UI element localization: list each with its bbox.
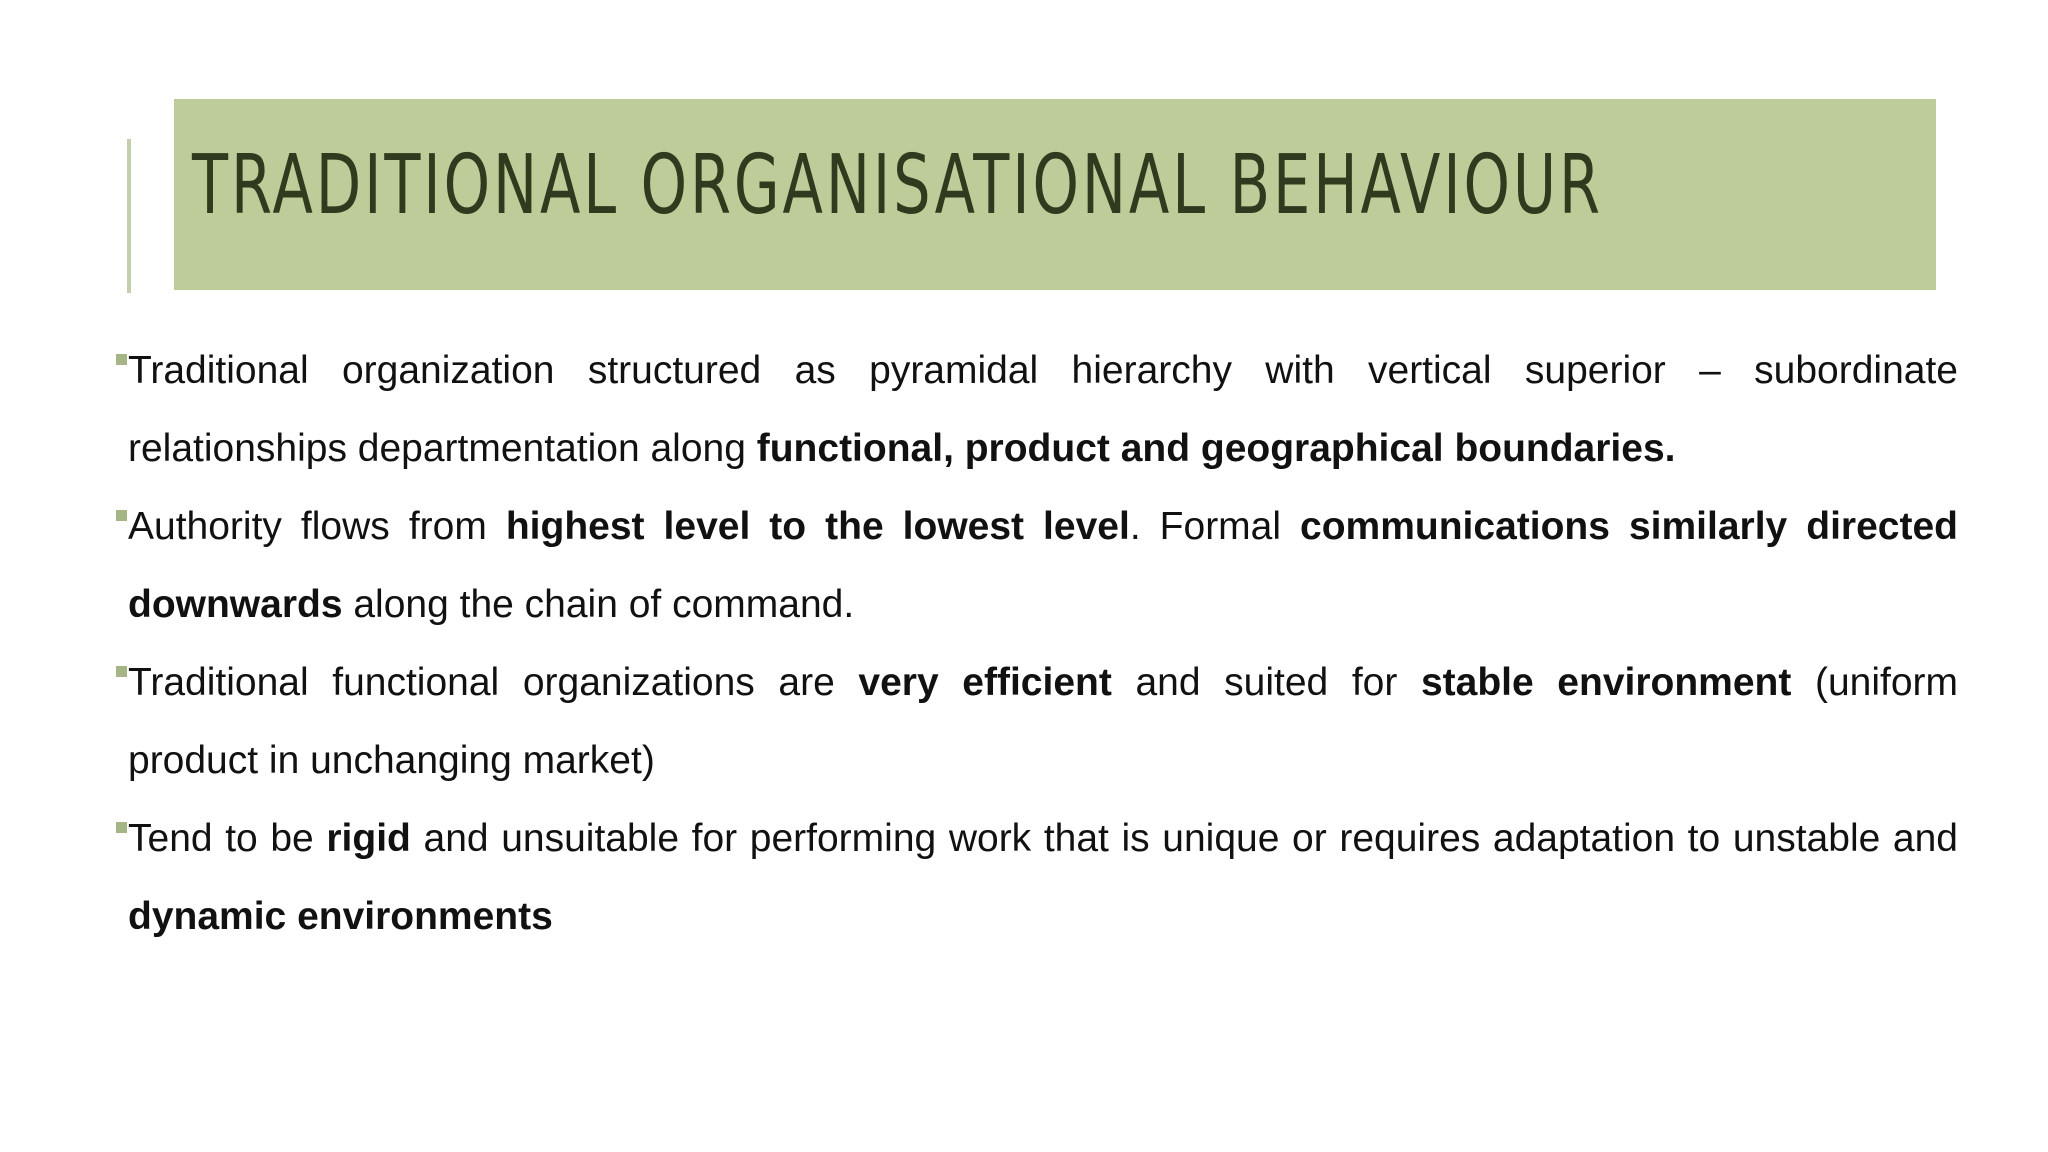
title-accent-line <box>127 139 131 293</box>
bullet-text: Authority flows from <box>128 505 506 548</box>
bullet-text-bold: communications similarly directed downwards <box>128 505 1958 626</box>
bullet-text-bold: stable environment <box>1420 661 1792 704</box>
bullet-text: . Formal <box>1129 505 1301 548</box>
bullet-text: Traditional organization structured as pyramidal hierarchy with vertical superior – subordinate relationships departmentation along <box>128 349 1958 470</box>
bullet-text-bold: rigid <box>326 817 411 860</box>
square-bullet-icon <box>116 354 127 365</box>
bullet-text: (uniform product in unchanging market) <box>128 661 1958 782</box>
bullet-text: Traditional functional organizations are <box>128 661 859 704</box>
bullet-text-bold: very efficient <box>858 661 1112 704</box>
bullet-item-4 <box>128 800 1958 956</box>
bullet-list <box>128 332 1958 956</box>
square-bullet-icon <box>116 510 127 521</box>
slide-title: TRADITIONAL ORGANISATIONAL BEHAVIOUR <box>192 138 1603 233</box>
bullet-item-3 <box>128 644 1958 800</box>
square-bullet-icon <box>116 666 127 677</box>
bullet-text: along the chain of command. <box>342 583 855 626</box>
bullet-text: Tend to be <box>128 817 327 860</box>
title-band <box>174 99 1936 290</box>
bullet-text: and suited for <box>1111 661 1421 704</box>
square-bullet-icon <box>116 822 127 833</box>
bullet-text-bold: functional, product and geographical boundaries. <box>756 427 1676 470</box>
bullet-item-2 <box>128 488 1958 644</box>
bullet-text: and unsuitable for performing work that is unique or requires adaptation to unstable and <box>410 817 1958 860</box>
bullet-text-bold: highest level to the lowest level <box>505 505 1130 548</box>
bullet-text-bold: dynamic environments <box>128 895 553 938</box>
bullet-item-1 <box>128 332 1958 488</box>
